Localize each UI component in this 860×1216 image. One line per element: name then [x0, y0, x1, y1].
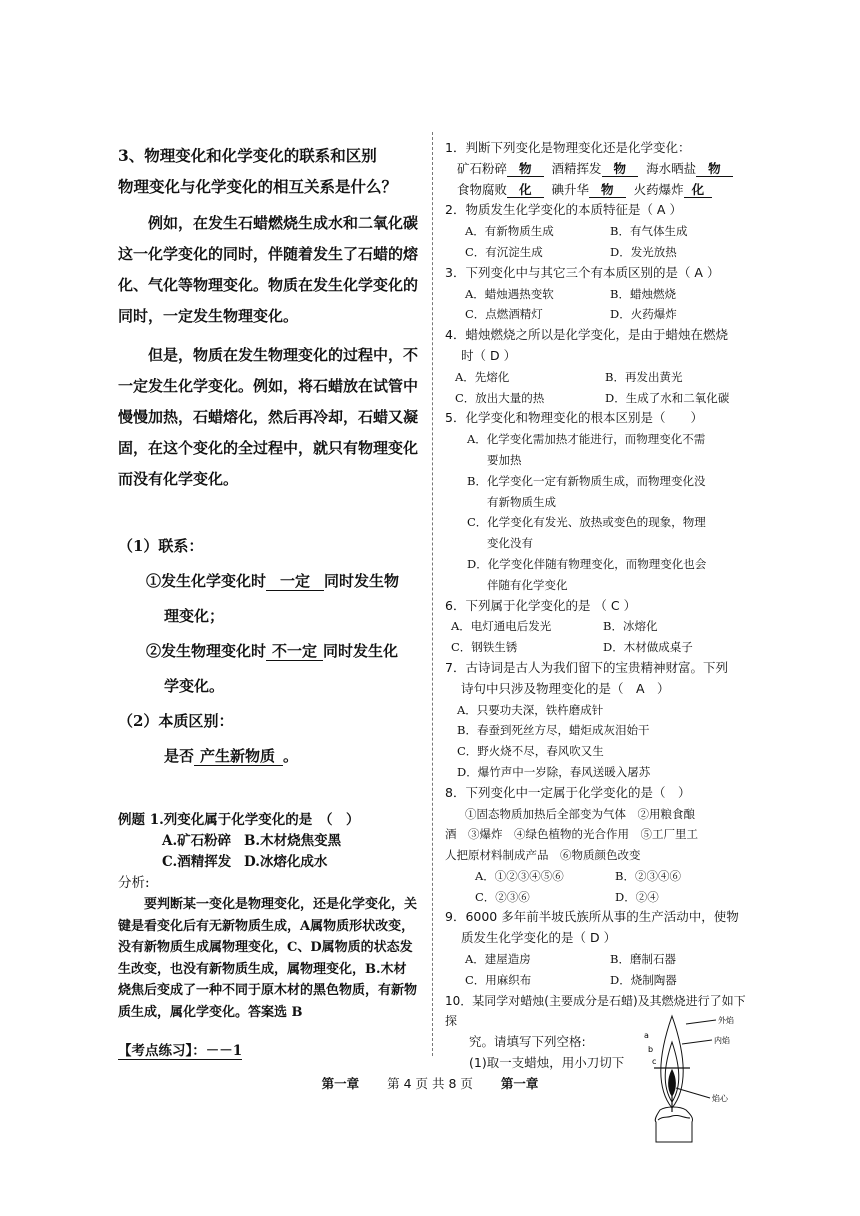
- example-row-2: [118, 852, 418, 873]
- q1-row-2: [445, 180, 755, 201]
- analysis-label: 分析:: [118, 875, 150, 891]
- q9-options-row-1: [445, 949, 755, 970]
- candle-top-rim: [658, 1115, 690, 1120]
- footer-center: 第 4 页 共 8 页: [387, 1076, 473, 1091]
- q6-option: C．钢铁生锈: [451, 640, 518, 655]
- q6-options-row-2: [445, 637, 755, 658]
- diff-pre: 是否: [164, 747, 195, 765]
- q7-option: B．春蚕到死丝方尽，蜡炬成灰泪始干: [457, 723, 650, 738]
- q1-item-label: 食物腐败: [457, 181, 508, 197]
- paragraph-2: 但是，物质在发生物理变化的过程中，不一定发生化学变化。例如，将石蜡放在试管中慢慢加热，石蜡熔化，然后再冷却，石蜡又凝固，在这个变化的全过程中，就只有物理变化而没有化学变化。: [118, 346, 419, 488]
- q2-option: C．有沉淀生成: [465, 244, 543, 259]
- link2-pre: ②发生物理变化时: [146, 642, 267, 660]
- q1-item-label: 矿石粉碎: [457, 160, 508, 176]
- q5-option-a: A．化学变化需加热才能进行，而物理变化不需: [467, 432, 706, 447]
- inner-label-line: [682, 1040, 712, 1044]
- link-item-1: [118, 566, 418, 597]
- q5-option-d: D．化学变化伴随有物理变化，而物理变化也会: [467, 556, 707, 571]
- q8-options-row-1: [445, 866, 755, 887]
- q5-stem: 5．化学变化和物理变化的根本区别是（ ）: [445, 410, 703, 426]
- q8-stem: 8．下列变化中一定属于化学变化的是（ ）: [445, 784, 691, 800]
- q1-item: [552, 159, 639, 180]
- link1-cont: 理变化；: [164, 607, 225, 625]
- page-footer: [0, 1074, 860, 1092]
- q8-options-row-2: [445, 887, 755, 908]
- q1-item: [634, 180, 713, 201]
- q1-item: [552, 180, 626, 201]
- right-column: [445, 138, 755, 1074]
- footer-right: 第一章: [500, 1076, 539, 1091]
- practice-label-text: 【考点练习】：－－1: [118, 1043, 243, 1059]
- q6-option: A．电灯通电后发光: [451, 619, 552, 634]
- q9-option: A．建屋造房: [465, 952, 531, 967]
- q1-item-answer: 物: [602, 161, 639, 177]
- q10-stem: 10．某同学对蜡烛(主要成分是石蜡)及其燃烧进行了如下探: [445, 993, 746, 1029]
- label-c: c: [652, 1057, 657, 1066]
- outer-flame-label: 外焰: [718, 1016, 734, 1025]
- link1-pre: ①发生化学变化时: [146, 572, 267, 590]
- q6-options-row-1: [445, 616, 755, 637]
- link1-blank: 一定: [266, 572, 324, 591]
- q5-option-d-cont: 伴随有化学变化: [487, 577, 568, 592]
- q9-stem: 9．6000 多年前半坡氏族所从事的生产活动中，使物: [445, 909, 739, 925]
- q5-option-b: B．化学变化一定有新物质生成，而物理变化没: [467, 473, 706, 488]
- link2-blank: 不一定: [266, 642, 323, 661]
- q1-item-answer: 物: [507, 161, 544, 177]
- example-title: 例题 1.列变化属于化学变化的是 （ ）: [118, 812, 360, 828]
- flame-core-label: 焰心: [712, 1094, 728, 1103]
- link-item-2: [118, 636, 418, 667]
- q1-item: [457, 159, 544, 180]
- q5-option-c-cont: 变化没有: [487, 536, 533, 551]
- outer-label-line: [686, 1020, 716, 1024]
- q9-option: D．烧制陶器: [610, 972, 677, 987]
- link2-cont: 学变化。: [164, 677, 225, 695]
- q9-option: C．用麻织布: [465, 972, 532, 987]
- example-option-b: B.木材烧焦变黑: [244, 833, 342, 849]
- q9-options-row-2: [445, 970, 755, 991]
- footer-left: 第一章: [321, 1076, 360, 1091]
- section-title: 3、物理变化和化学变化的联系和区别: [118, 146, 377, 165]
- q2-options-row-2: [445, 242, 755, 263]
- q4-stem-cont: 时（ D ）: [461, 347, 517, 363]
- q4-option: B．再发出黄光: [605, 369, 683, 384]
- candle-body: [655, 1107, 692, 1142]
- q4-stem: 4．蜡烛燃烧之所以是化学变化，是由于蜡烛在燃烧: [445, 327, 728, 343]
- q1-item: [646, 159, 733, 180]
- example-option-d: D.冰熔化成水: [244, 854, 328, 870]
- q7-stem-cont: 诗句中只涉及物理变化的是（ A ）: [461, 680, 670, 696]
- q3-option: C．点燃酒精灯: [465, 307, 543, 322]
- q3-options-row-2: [445, 304, 755, 325]
- q1-item: [457, 180, 544, 201]
- q1-row-1: [445, 159, 755, 180]
- link1-post: 同时发生物: [324, 572, 400, 590]
- q1-item-label: 火药爆炸: [633, 181, 684, 197]
- example-option-c: C.酒精挥发: [162, 854, 232, 870]
- q4-options-row-2: [445, 388, 755, 409]
- q1-item-answer: 化: [684, 182, 713, 198]
- q1-item-label: 海水晒盐: [646, 160, 697, 176]
- q1-item-label: 酒精挥发: [551, 160, 602, 176]
- q4-option: D．生成了水和二氧化碳: [605, 390, 730, 405]
- q8-line-3: 人把原材料制成产品 ⑥物质颜色改变: [445, 848, 641, 863]
- analysis-text: 要判断某一变化是物理变化，还是化学变化，关键是看变化后有无新物质生成，A属物质形状改变，没有新物质生成属物理变化，C、D属物质的状态发生改变，也没有新物质生成，属物理变化，B.木材烧焦后变成了一种不同于原木材的黑色物质，有新物质生成，属化学变化。答案选 B: [118, 897, 418, 1020]
- q4-option: C．放出大量的热: [455, 390, 545, 405]
- q8-option: D．②④: [615, 889, 659, 904]
- q6-option: D．木材做成桌子: [603, 640, 693, 655]
- q1-item-answer: 化: [507, 182, 544, 198]
- link2-post: 同时发生化: [323, 642, 399, 660]
- diff-post: 。: [283, 747, 299, 765]
- practice-label: [118, 1041, 418, 1062]
- q8-option: A．①②③④⑤⑥: [475, 868, 564, 883]
- q3-option: B．蜡烛燃烧: [610, 286, 676, 301]
- q1-item-answer: 物: [589, 182, 626, 198]
- q7-option: D．爆竹声中一岁除，春风送暖入屠苏: [457, 764, 651, 779]
- q4-options-row-1: [445, 367, 755, 388]
- q7-option: A．只要功夫深，铁杵磨成针: [457, 702, 604, 717]
- diff-blank: 产生新物质: [194, 747, 283, 766]
- q1-item-answer: 物: [696, 161, 733, 177]
- q10-sub: (1)取一支蜡烛，用小刀切下: [469, 1055, 625, 1071]
- q10-stem-cont: 究。请填写下列空格:: [469, 1034, 586, 1050]
- q2-options-row-1: [445, 221, 755, 242]
- q7-option: C．野火烧不尽，春风吹又生: [457, 744, 604, 759]
- paragraph-1: 例如，在发生石蜡燃烧生成水和二氧化碳这一化学变化的同时，伴随着发生了石蜡的熔化、气化等物理变化。物质在发生化学变化的同时，一定发生物理变化。: [118, 214, 419, 325]
- q1-item-label: 碘升华: [551, 181, 590, 197]
- q8-option: B．②③④⑥: [615, 868, 681, 883]
- q3-options-row-1: [445, 284, 755, 305]
- left-column: [118, 140, 418, 1062]
- example-row-1: [118, 831, 418, 852]
- label-b: b: [648, 1045, 654, 1054]
- q7-stem: 7．古诗词是古人为我们留下的宝贵精神财富。下列: [445, 659, 728, 675]
- q2-stem: 2．物质发生化学变化的本质特征是（ A ）: [445, 202, 682, 218]
- q5-option-b-cont: 有新物质生成: [487, 494, 556, 509]
- link-title: （1）联系：: [118, 537, 204, 555]
- q2-option: B．有气体生成: [610, 224, 688, 239]
- q3-option: D．火药爆炸: [610, 307, 677, 322]
- q5-option-a-cont: 要加热: [487, 452, 522, 467]
- q5-option-c: C．化学变化有发光、放热或变色的现象，物理: [467, 515, 706, 530]
- example-option-a: A.矿石粉碎: [162, 833, 232, 849]
- q9-stem-cont: 质发生化学变化的是（ D ）: [461, 930, 617, 946]
- q3-stem: 3．下列变化中与其它三个有本质区别的是（ A ）: [445, 264, 720, 280]
- q8-line-2: 酒 ③爆炸 ④绿色植物的光合作用 ⑤工厂里工: [445, 827, 698, 842]
- q8-line-1: ①固态物质加热后全部变为气体 ②用粮食酿: [465, 806, 695, 821]
- diff-line: [118, 741, 418, 772]
- q6-option: B．冰熔化: [603, 619, 658, 634]
- q2-option: A．有新物质生成: [465, 224, 554, 239]
- q1-stem: 1．判断下列变化是物理变化还是化学变化：: [445, 140, 691, 155]
- q9-option: B．磨制石器: [610, 952, 676, 967]
- label-a: a: [644, 1031, 649, 1040]
- q8-option: C．②③⑥: [475, 889, 530, 904]
- q3-option: A．蜡烛遇热变软: [465, 286, 554, 301]
- column-divider: [432, 132, 433, 1056]
- q6-stem: 6．下列属于化学变化的是 （ C ）: [445, 597, 637, 613]
- inner-flame-label: 内焰: [714, 1036, 730, 1045]
- q4-option: A．先熔化: [455, 369, 510, 384]
- q2-option: D．发光放热: [610, 244, 677, 259]
- diff-title: （2）本质区别：: [118, 712, 234, 730]
- section-question: 物理变化与化学变化的相互关系是什么？: [118, 177, 398, 196]
